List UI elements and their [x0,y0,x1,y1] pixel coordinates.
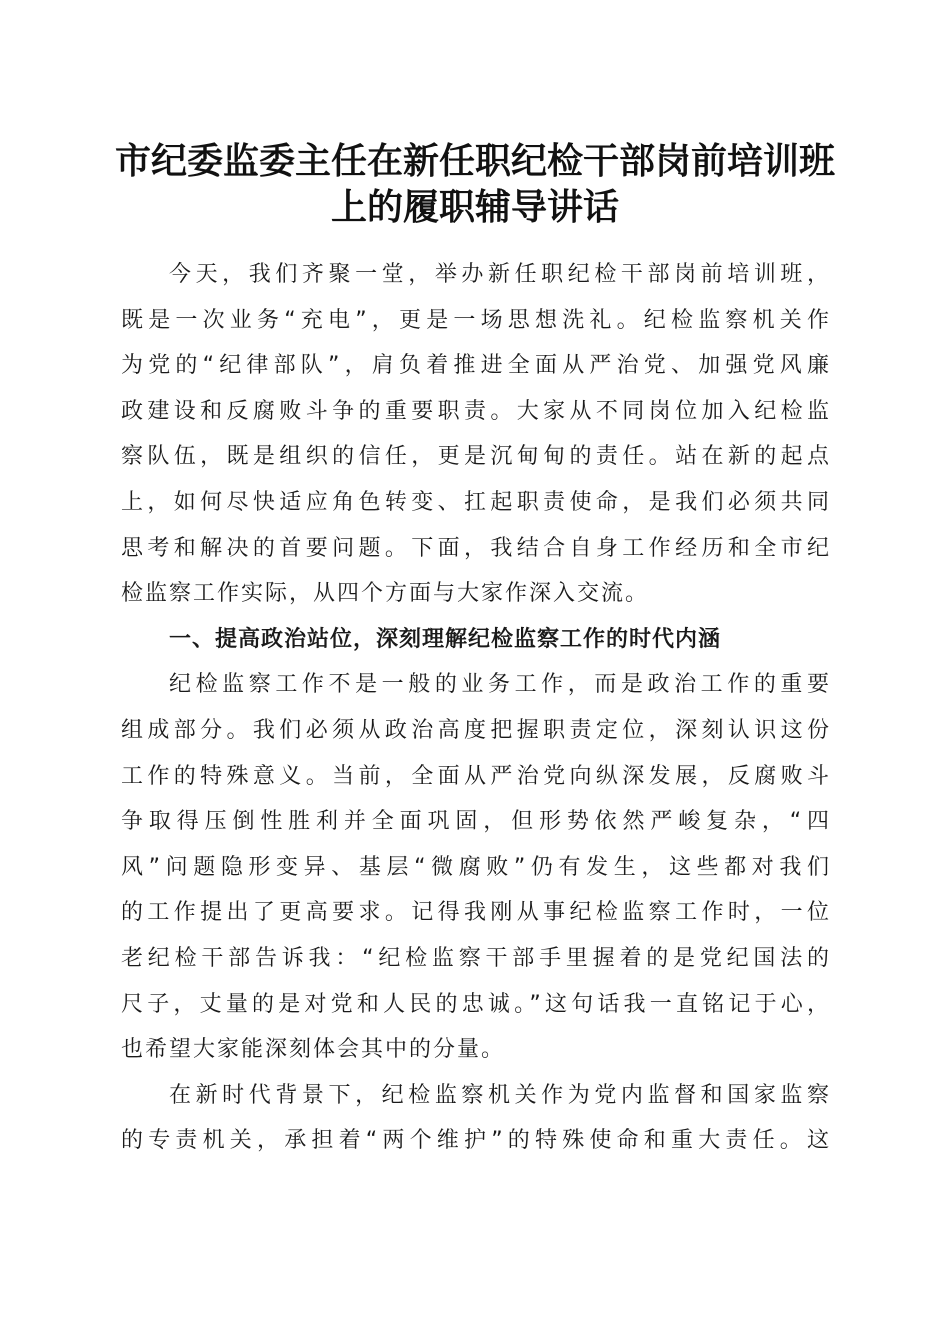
paragraph-intro [121,252,831,617]
paragraph-line: 既是一次业务“充电”，更是一场思想洗礼。纪检监察机关作 [121,307,831,333]
paragraph-line: 尺子，丈量的是对党和人民的忠诚。”这句话我一直铭记于心， [121,991,831,1017]
paragraph-line: 思考和解决的首要问题。下面，我结合自身工作经历和全市纪 [121,535,831,561]
paragraph-line: 组成部分。我们必须从政治高度把握职责定位，深刻认识这份 [121,717,831,743]
title-line-1: 市纪委监委主任在新任职纪检干部岗前培训班 [114,140,835,182]
paragraph-line: 为党的“纪律部队”，肩负着推进全面从严治党、加强党风廉 [121,353,831,379]
section-heading-1: 一、提高政治站位，深刻理解纪检监察工作的时代内涵 [169,626,722,652]
paragraph-line: 上，如何尽快适应角色转变、扛起职责使命，是我们必须共同 [121,489,831,515]
paragraph-line: 纪检监察工作不是一般的业务工作，而是政治工作的重要 [169,672,831,698]
paragraph-line: 检监察工作实际，从四个方面与大家作深入交流。 [121,581,650,607]
paragraph-line: 争取得压倒性胜利并全面巩固，但形势依然严峻复杂，“四 [121,809,831,835]
paragraph-line: 的工作提出了更高要求。记得我刚从事纪检监察工作时，一位 [121,900,831,926]
paragraph-line: 政建设和反腐败斗争的重要职责。大家从不同岗位加入纪检监 [121,398,831,424]
paragraph-line: 老纪检干部告诉我：“纪检监察干部手里握着的是党纪国法的 [121,945,831,971]
paragraph-new-era [121,1073,831,1164]
paragraph-line: 工作的特殊意义。当前，全面从严治党向纵深发展，反腐败斗 [121,763,831,789]
document-title [100,138,850,230]
document-body [121,252,831,1164]
paragraph-line: 察队伍，既是组织的信任，更是沉甸甸的责任。站在新的起点 [121,444,831,470]
paragraph-line: 在新时代背景下，纪检监察机关作为党内监督和国家监察 [169,1082,831,1108]
paragraph-line: 也希望大家能深刻体会其中的分量。 [121,1037,506,1063]
paragraph-line: 风”问题隐形变异、基层“微腐败”仍有发生，这些都对我们 [121,854,831,880]
paragraph-political-position [121,662,831,1072]
paragraph-line: 的专责机关，承担着“两个维护”的特殊使命和重大责任。这 [121,1128,831,1154]
paragraph-line: 今天，我们齐聚一堂，举办新任职纪检干部岗前培训班， [169,262,831,287]
title-line-2: 上的履职辅导讲话 [330,186,619,228]
